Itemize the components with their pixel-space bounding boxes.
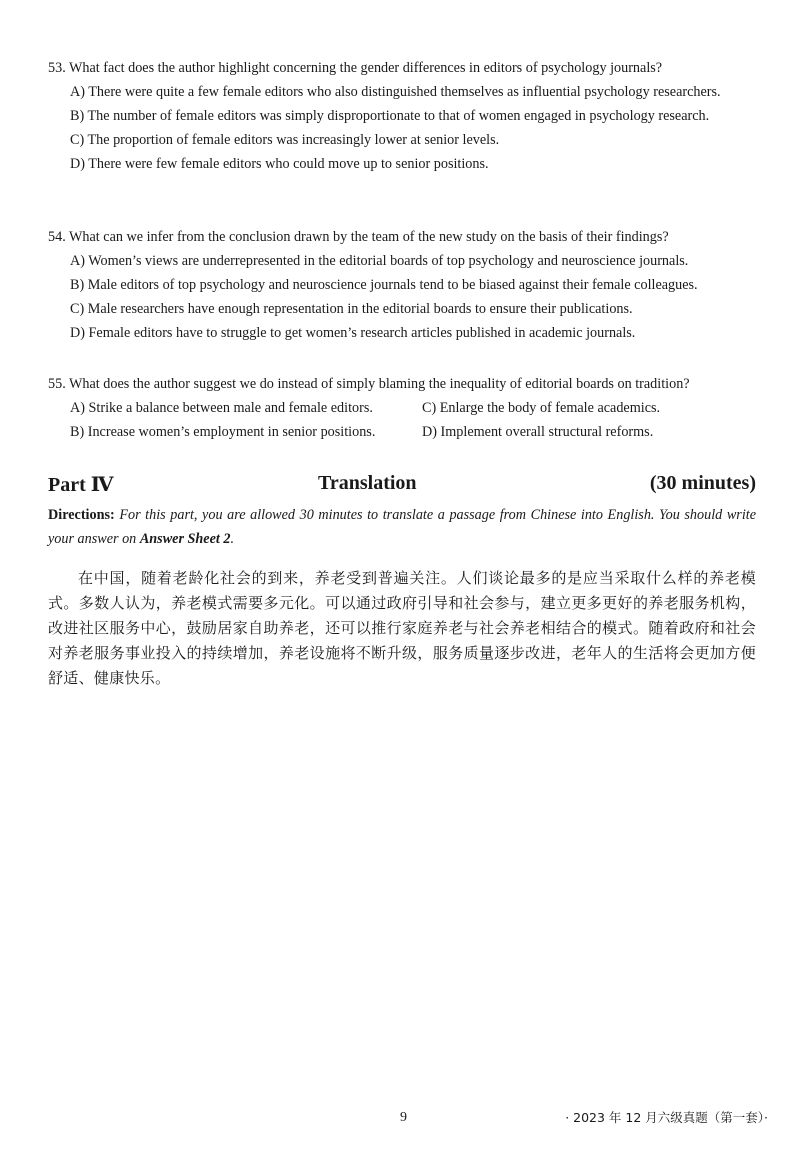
directions-text: For this part, you are allowed 30 minutes to translate a passage from Chinese into English. You should write your answer on (48, 507, 756, 547)
question-53-option-a: A) There were quite a few female editors who also distinguished themselves as influential psychology researchers. (70, 84, 721, 100)
question-53-stem: 53. What fact does the author highlight concerning the gender differences in editors of psychology journals? (48, 60, 663, 76)
question-55-stem: 55. What does the author suggest we do instead of simply blaming the inequality of editorial boards on tradition? (48, 376, 690, 392)
translation-passage: 在中国，随着老龄化社会的到来，养老受到普遍关注。人们谈论最多的是应当采取什么样的养老模式。多数人认为，养老模式需要多元化。可以通过政府引导和社会参与，建立更多更好的养老服务机构，改进社区服务中心，鼓励居家自助养老，还可以推行家庭养老与社会养老相结合的模式。随着政府和社会对养老服务事业投入的持续增加，养老设施将不断升级，服务质量逐步改进，老年人的生活将会更加方便舒适、健康快乐。 (48, 569, 756, 687)
question-53 (48, 56, 758, 176)
part-time: (30 minutes) (649, 472, 756, 494)
question-55-row-2 (48, 420, 758, 444)
part-number: Part Ⅳ (48, 474, 114, 496)
question-54-option-a: A) Women’s views are underrepresented in the editorial boards of top psychology and neuroscience journals. (70, 253, 689, 269)
question-55 (48, 372, 758, 444)
question-55-option-a: A) Strike a balance between male and female editors. (70, 400, 373, 416)
question-53-option-b: B) The number of female editors was simply disproportionate to that of women engaged in psychology research. (70, 108, 710, 124)
answer-sheet-ref: Answer Sheet 2 (139, 531, 231, 547)
part-title: Translation (318, 472, 417, 494)
directions-end: . (230, 531, 235, 547)
question-55-option-d: D) Implement overall structural reforms. (422, 424, 654, 440)
question-53-option-d: D) There were few female editors who could move up to senior positions. (70, 156, 489, 172)
question-54-stem: 54. What can we infer from the conclusion drawn by the team of the new study on the basis of their findings? (48, 229, 669, 245)
question-55-option-b: B) Increase women’s employment in senior positions. (70, 424, 376, 440)
directions-label: Directions: (48, 507, 120, 523)
page-number: 9 (400, 1110, 407, 1125)
part-header (48, 472, 756, 500)
question-54 (48, 225, 758, 345)
question-55-row-1 (48, 396, 758, 420)
question-54-option-b: B) Male editors of top psychology and neuroscience journals tend to be biased against their female colleagues. (70, 277, 698, 293)
directions (48, 503, 756, 551)
footer-note: · 2023 年 12 月六级真题（第一套）· (565, 1110, 768, 1125)
question-54-option-c: C) Male researchers have enough representation in the editorial boards to ensure their publications. (70, 301, 633, 317)
question-55-option-c: C) Enlarge the body of female academics. (422, 400, 661, 416)
question-53-option-c: C) The proportion of female editors was increasingly lower at senior levels. (70, 132, 500, 148)
question-54-option-d: D) Female editors have to struggle to get women’s research articles published in academic journals. (70, 325, 636, 341)
